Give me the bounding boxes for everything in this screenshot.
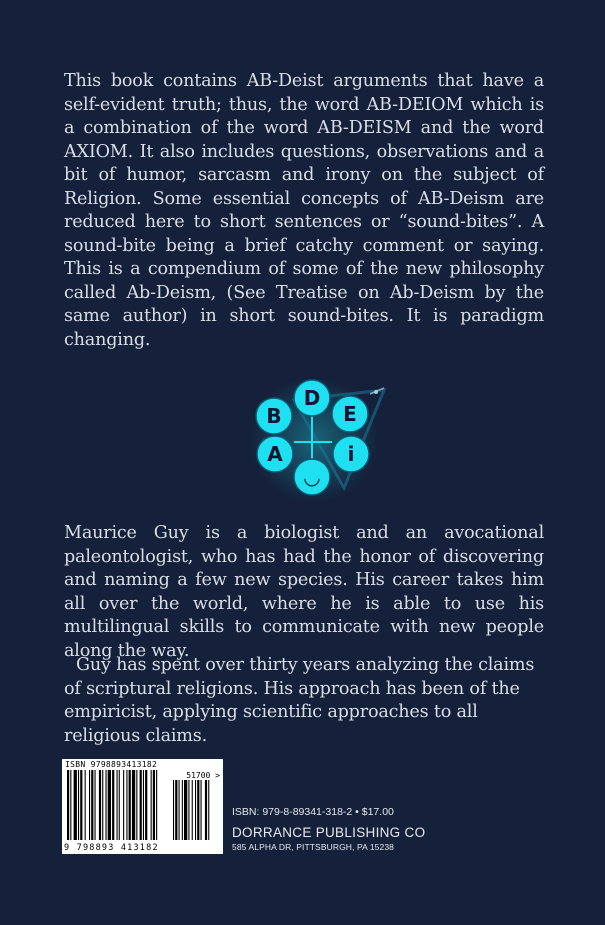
barcode-bar [106,770,107,840]
barcode-bar [143,770,144,840]
barcode-addon-bar [173,780,174,840]
barcode-addon-bar [195,780,196,840]
barcode-addon-bar [197,780,199,840]
author-bio-paragraph-2: Guy has spent over thirty years analyzing the claims of scriptural religions. His approach has been of the empiricist, applying scientific approaches to all religious claims. [64,655,535,746]
barcode-isbn-bottom: 9 798893 413182 [64,843,159,853]
barcode-bar [140,770,142,840]
barcode-isbn-top: ISBN 9798893413182 [65,760,158,769]
isbn-price: ISBN: 979-8-89341-318-2 • $17.00 [232,806,394,818]
barcode-bar [89,770,90,840]
barcode-bar [156,770,157,840]
barcode-bar [67,770,69,840]
logo-letter: D [303,386,321,410]
barcode-bar [112,770,114,840]
barcode-bar [108,770,111,840]
barcode-addon-bar [205,780,207,840]
barcode-bar [119,770,120,840]
barcode-addon-bar [192,780,193,840]
logo-letter: A [267,442,283,466]
barcode-bars [65,770,220,842]
barcode-addon-bar [175,780,177,840]
logo-letter: ◡ [304,465,320,489]
barcode-bar [129,770,131,840]
barcode-addon-bar [208,780,209,840]
isbn-barcode [62,759,223,854]
book-description: This book contains AB-Deist arguments that have a self-evident truth; thus, the word AB-DEIOM which is a combination of the word AB-DEISM and the word AXIOM. It also includes questions, observations and a bit of humor, sarcasm and irony on the subject of Religion. Some essential concepts of AB-Deism are reduced here to short sentences or “sound-bites”. A sound-bite being a brief catchy comment or saying. This is a compendium of some of the new philosophy called Ab-Deism, (See Treatise on Ab-Deism by the same author) in short sound-bites. It is paradigm changing. [64,71,544,350]
logo-letter: i [347,442,355,466]
barcode-bar [95,770,96,840]
barcode-bar [151,770,152,840]
publisher-name: DORRANCE PUBLISHING CO [232,825,426,840]
barcode-bar [99,770,101,840]
barcode-bar [136,770,137,840]
barcode-bar [102,770,103,840]
logo-comet-head [374,390,378,394]
barcode-bar [74,770,77,840]
barcode-bar [145,770,147,840]
barcode-price-code: 51700 > [186,771,220,780]
barcode-addon-bar [188,780,189,840]
barcode-bar [78,770,79,840]
barcode-bar [126,770,127,840]
publisher-block [232,806,425,852]
barcode-addon-bar [179,780,180,840]
barcode-bar [132,770,135,840]
barcode-bar [91,770,93,840]
barcode-bar [70,770,71,840]
barcode-bar [123,770,124,840]
abdeism-logo [252,378,402,503]
barcode-bar [117,770,118,840]
barcode-addon-bar [182,780,183,840]
logo-letter: B [266,404,282,428]
barcode-bar [153,770,155,840]
barcode-bar [85,770,86,840]
barcode-addon-bar [201,780,202,840]
logo-letter: E [343,402,357,426]
publisher-address: 585 ALPHA DR, PITTSBURGH, PA 15238 [232,842,394,852]
barcode-bar [80,770,82,840]
barcode-addon-bar [184,780,187,840]
author-bio-paragraph-1: Maurice Guy is a biologist and an avocational paleontologist, who has had the honor of discovering and naming a few new species. His career takes him all over the world, where he is able to use his multilingual skills to communicate with new people along the way. [64,523,544,661]
